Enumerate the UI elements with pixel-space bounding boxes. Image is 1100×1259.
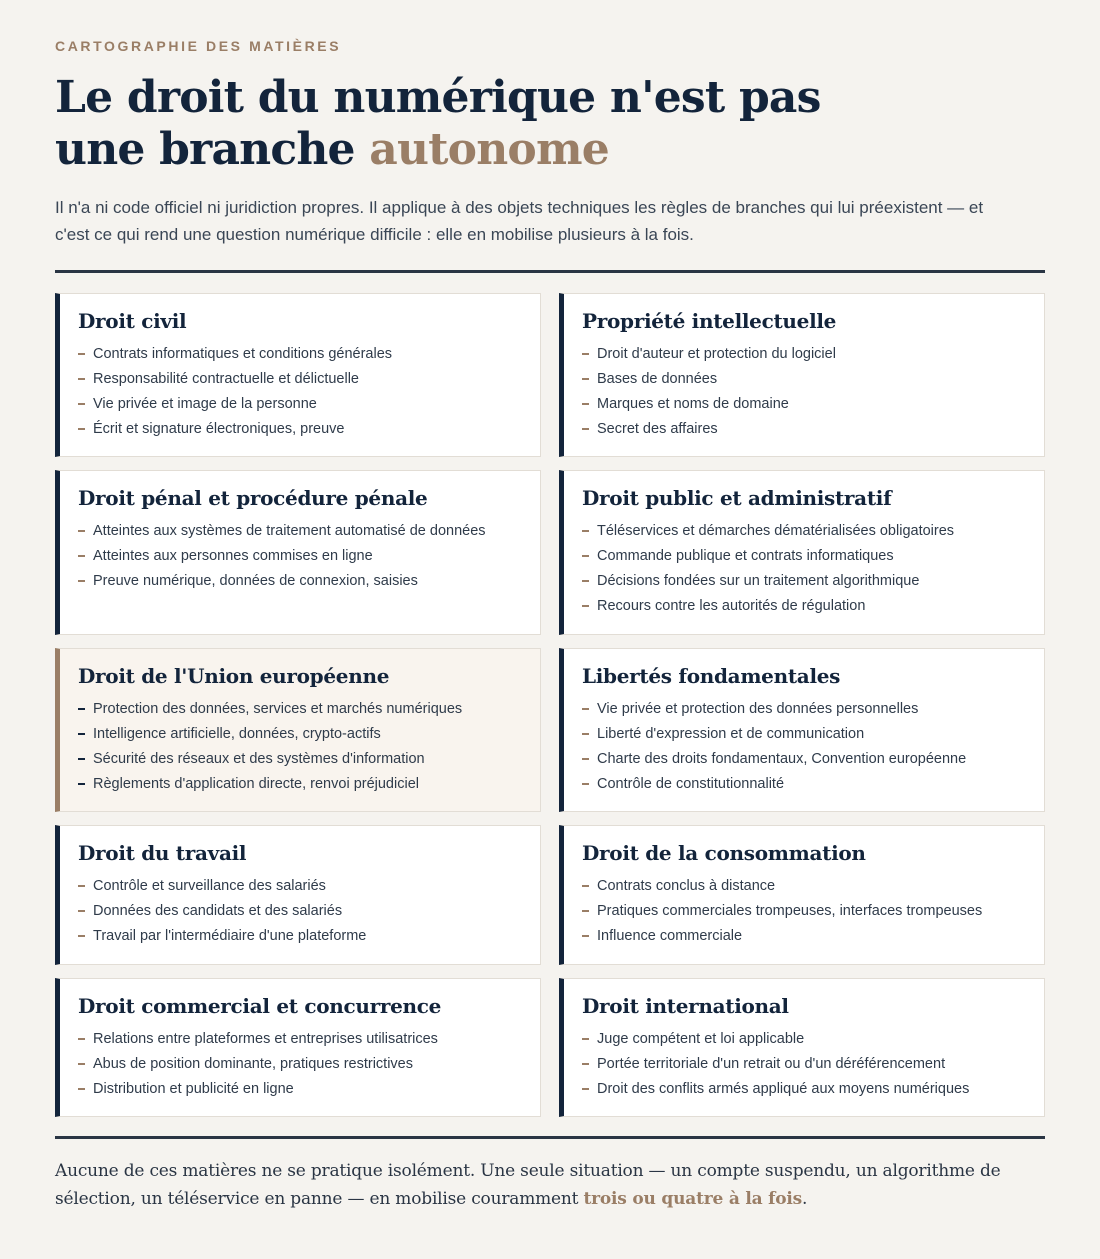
list-item: Décisions fondées sur un traitement algorithmique: [582, 569, 1026, 594]
list-item: Marques et noms de domaine: [582, 392, 1026, 417]
conclusion-end: .: [802, 1189, 808, 1209]
list-item: Responsabilité contractuelle et délictuelle: [78, 367, 522, 392]
card-title: Droit commercial et concurrence: [78, 994, 442, 1018]
title-line-2: une branche: [55, 124, 370, 175]
list-item: Bases de données: [582, 367, 1026, 392]
list-item: Écrit et signature électroniques, preuve: [78, 417, 522, 442]
card-droit-commercial: [55, 978, 541, 1117]
card-droit-union-europeenne: [55, 648, 541, 812]
list-item: Atteintes aux systèmes de traitement automatisé de données: [78, 519, 522, 544]
list-item: Secret des affaires: [582, 417, 1026, 442]
card-title: Droit du travail: [78, 841, 247, 865]
card-droit-public: [559, 470, 1045, 635]
card-list: [582, 1027, 1026, 1102]
list-item: Protection des données, services et marchés numériques: [78, 697, 522, 722]
card-title: Droit public et administratif: [582, 486, 892, 510]
card-list: [78, 874, 522, 949]
card-title: Droit de l'Union européenne: [78, 664, 390, 688]
list-item: Contrats informatiques et conditions générales: [78, 342, 522, 367]
card-list: [78, 697, 522, 797]
list-item: Pratiques commerciales trompeuses, interfaces trompeuses: [582, 899, 1026, 924]
eyebrow-label: CARTOGRAPHIE DES MATIÈRES: [55, 38, 342, 54]
list-item: Intelligence artificielle, données, crypto-actifs: [78, 722, 522, 747]
card-droit-penal: [55, 470, 541, 635]
list-item: Sécurité des réseaux et des systèmes d'information: [78, 747, 522, 772]
list-item: Portée territoriale d'un retrait ou d'un déréférencement: [582, 1052, 1026, 1077]
intro-paragraph: Il n'a ni code officiel ni juridiction propres. Il applique à des objets techniques les règles de branches qui lui préexistent — et c'est ce qui rend une question numérique difficile : elle en mobilise plusieurs à la fois.: [55, 198, 984, 244]
list-item: Contrôle et surveillance des salariés: [78, 874, 522, 899]
list-item: Juge compétent et loi applicable: [582, 1027, 1026, 1052]
list-item: Droit d'auteur et protection du logiciel: [582, 342, 1026, 367]
card-droit-consommation: [559, 825, 1045, 965]
list-item: Influence commerciale: [582, 924, 1026, 949]
list-item: Charte des droits fondamentaux, Convention européenne: [582, 747, 1026, 772]
list-item: Contrats conclus à distance: [582, 874, 1026, 899]
card-title: Libertés fondamentales: [582, 664, 841, 688]
list-item: Droit des conflits armés appliqué aux moyens numériques: [582, 1077, 1026, 1102]
card-propriete-intellectuelle: [559, 293, 1045, 457]
list-item: Abus de position dominante, pratiques restrictives: [78, 1052, 522, 1077]
list-item: Données des candidats et des salariés: [78, 899, 522, 924]
card-list: [78, 519, 522, 594]
card-droit-civil: [55, 293, 541, 457]
card-list: [582, 519, 1026, 619]
top-divider: [55, 270, 1045, 273]
card-list: [582, 342, 1026, 442]
card-list: [582, 697, 1026, 797]
list-item: Distribution et publicité en ligne: [78, 1077, 522, 1102]
card-list: [78, 342, 522, 442]
list-item: Preuve numérique, données de connexion, saisies: [78, 569, 522, 594]
list-item: Règlements d'application directe, renvoi préjudiciel: [78, 772, 522, 797]
card-title: Propriété intellectuelle: [582, 309, 837, 333]
title-accent: autonome: [369, 124, 609, 175]
card-libertes-fondamentales: [559, 648, 1045, 812]
card-title: Droit de la consommation: [582, 841, 866, 865]
conclusion-text: Aucune de ces matières ne se pratique isolément. Une seule situation — un compte suspendu, un algorithme de sélection, un téléservice en panne — en mobilise couramment: [55, 1161, 1001, 1209]
conclusion-accent: trois ou quatre à la fois: [583, 1189, 803, 1209]
list-item: Commande publique et contrats informatiques: [582, 544, 1026, 569]
list-item: Contrôle de constitutionnalité: [582, 772, 1026, 797]
list-item: Téléservices et démarches dématérialisées obligatoires: [582, 519, 1026, 544]
card-title: Droit pénal et procédure pénale: [78, 486, 428, 510]
list-item: Atteintes aux personnes commises en ligne: [78, 544, 522, 569]
list-item: Recours contre les autorités de régulation: [582, 594, 1026, 619]
card-title: Droit international: [582, 994, 789, 1018]
list-item: Vie privée et protection des données personnelles: [582, 697, 1026, 722]
card-list: [582, 874, 1026, 949]
title-line-1: Le droit du numérique n'est pas: [55, 72, 821, 123]
branch-grid: [55, 293, 1045, 1117]
bottom-divider: [55, 1136, 1045, 1139]
conclusion-paragraph: [55, 1157, 1045, 1213]
list-item: Relations entre plateformes et entreprises utilisatrices: [78, 1027, 522, 1052]
list-item: Vie privée et image de la personne: [78, 392, 522, 417]
card-droit-du-travail: [55, 825, 541, 965]
list-item: Travail par l'intermédiaire d'une plateforme: [78, 924, 522, 949]
list-item: Liberté d'expression et de communication: [582, 722, 1026, 747]
page-title: [55, 72, 1045, 176]
card-droit-international: [559, 978, 1045, 1117]
card-list: [78, 1027, 522, 1102]
card-title: Droit civil: [78, 309, 187, 333]
